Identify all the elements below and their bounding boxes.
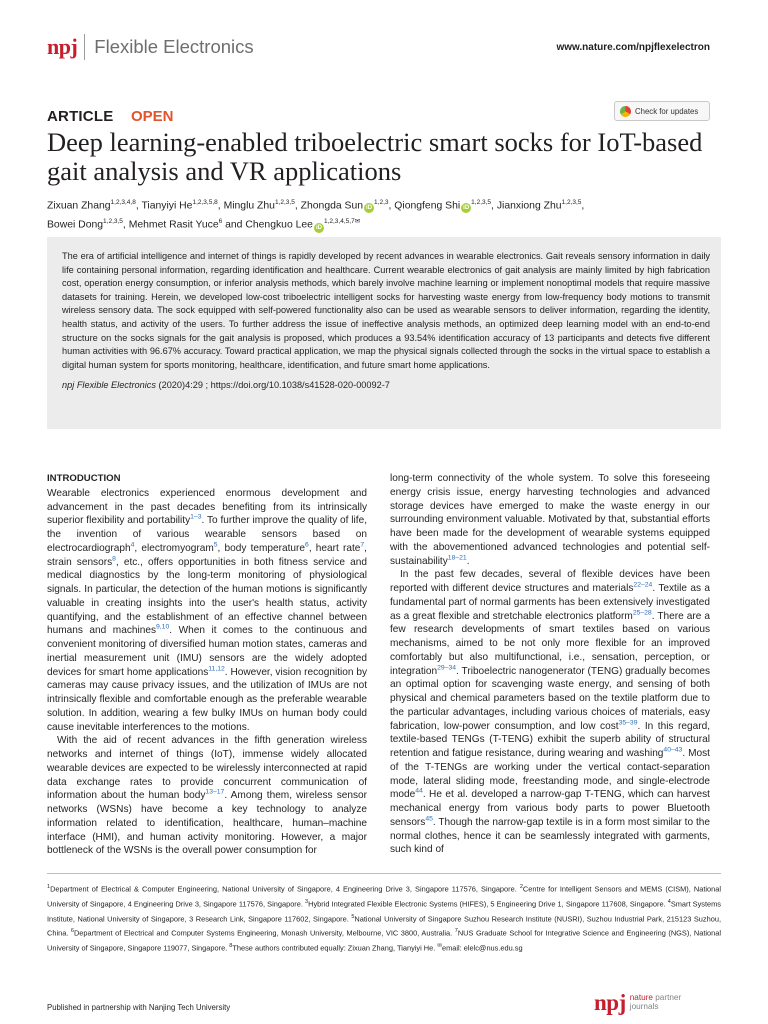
footer-logo-text — [630, 993, 681, 1011]
affiliations: $^1$Department of Electrical & Computer Engineering, National University of Singapore, 4 Engineering Drive 3, Singapore 117576, Singapore. $^2$Centre for Intelligent Sensors and MEMS (CISM), National University of Singapore, 4 Engineering Drive 3, Singapore 117576, Singapore. $^3$Hybrid Integrated Flexible Electronic Systems (HIFES), 5 Engineering Drive 1, Singapore 117608, Singapore. $^4$Smart Systems Institute, National University of Singapore, 3 Research Link, Singapore 117602, Singapore. $^5$National University of Singapore Suzhou Research Institute (NUSRI), Suzhou Industrial Park, 215123 Suzhou, China. $^6$Department of Electrical and Computer Systems Engineering, Monash University, Melbourne, VIC 3800, Australia. $^7$NUS Graduate School for Integrative Science and Engineering (NGS), National University of Singapore, Singapore 119077, Singapore. $^8$These authors contributed equally: Zixuan Zhang, Tianyiyi He. ✉email: elelc@nus.edu.sg — [47, 884, 721, 953]
reference-link[interactable]: 29–34 — [437, 664, 457, 672]
partnership-note: Published in partnership with Nanjing Tech University — [47, 1003, 231, 1012]
body-column-right — [390, 472, 710, 857]
npj-logo: npj — [47, 34, 78, 59]
abstract-box — [47, 237, 721, 429]
footnote-divider — [47, 873, 721, 874]
body-column-left — [47, 472, 367, 858]
author-name[interactable]: Mehmet Rasit Yuce — [128, 219, 219, 231]
reference-link[interactable]: 40–43 — [663, 746, 683, 754]
footer-logo-journals: journals — [629, 1002, 659, 1011]
reference-link[interactable]: 7 — [360, 541, 365, 549]
paragraph: long-term connectivity of the whole system. To solve this foreseeing energy crisis issue, energy harvesting technologies and advanced storage devices have emerged to make the waste energy in our surrounding environment valuable. Motivated by that, substantial efforts have been made for the development of wearable systems equipped with the abovementioned advanced technologies and potential self-sustainability$^{18-21}$. — [390, 473, 710, 567]
affiliation-marker: 8 — [229, 943, 233, 950]
reference-link[interactable]: 18–21 — [447, 554, 467, 562]
author-affiliation-marker: 6 — [218, 218, 223, 226]
reference-link[interactable]: 5 — [213, 541, 218, 549]
journal-header — [47, 34, 254, 60]
author-affiliation-marker: 1,2,3,5 — [274, 199, 295, 206]
article-title: Deep learning-enabled triboelectric smart socks for IoT-based gait analysis and VR applications — [47, 127, 703, 186]
reference-link[interactable]: 44 — [415, 787, 423, 795]
reference-link[interactable]: 8 — [112, 555, 116, 563]
paragraph: In the past few decades, several of flexible devices have been reported with different device structures and materials$^{22-24}$. Textile as a fundamental part of normal garments has been extensively investigated as a great flexible and stretchable electronics platform$^{25-28}$. There are a few research developments of smart textiles based on various mechanisms, aimed to be not only more flexible for an improved comfortably but also multifunctional, i.e., sensation, perception, or integration$^{29-34}$. Triboelectric nanogenerator (TENG) gradually becomes an optimal option for scavenging waste energy, and sensing of both physical and chemical parameters based on the textile platform due to the particular advantages, including various choices of materials, easy fabrication, low-power consumption, and low cost$^{35-39}$. In this regard, textile-based TENGs (T-TENG) exhibit the superb ability of structural retention and fatigue resistance, during wearing and washing$^{40-43}$. Most of the T-TENGs are working under the vertical contact-separation mode, lateral sliding mode, freestanding mode, and single-electrode mode$^{44}$. He et al. developed a narrow-gap T-TENG, which can harvest mechanical energy from various body parts to power Bluetooth sensors$^{45}$. Though the narrow-gap textile is in a form most similar to the normal clothes, hence it can be seamlessly integrated with garments, such kind of — [390, 569, 710, 856]
author-name[interactable]: Jianxiong Zhu — [496, 200, 562, 212]
author-affiliation-marker: 1,2,3 — [374, 199, 389, 206]
reference-link[interactable]: 4 — [130, 541, 135, 549]
author-name[interactable]: Minglu Zhu — [223, 200, 275, 212]
reference-link[interactable]: 6 — [305, 541, 309, 549]
orcid-icon[interactable]: iD — [315, 224, 322, 231]
npj-partner-logo — [594, 990, 681, 1016]
reference-link[interactable]: 1–3 — [190, 513, 202, 521]
reference-link[interactable]: 25–28 — [632, 609, 652, 617]
citation-ref[interactable]: (2020)4:29 ; https://doi.org/10.1038/s41528-020-00092-7 — [155, 380, 390, 391]
header-divider — [84, 34, 85, 60]
orcid-icon[interactable]: iD — [366, 205, 373, 212]
reference-link[interactable]: 22–24 — [633, 581, 653, 589]
author-name[interactable]: Chengkuo Lee — [245, 219, 313, 231]
paragraph: Wearable electronics experienced enormous development and advancement in the past decades benefiting from its intrinsically superior flexibility and portability$^{1-3}$. To further improve the quality of life, the invention of various wearable sensors based on electrocardiograph$^4$, electromyogram$^5$, body temperature$^6$, heart rate$^7$, strain sensors$^8$, etc., offers opportunities in both fitness service and medical diagnostics by the long-term monitoring of physiological signals. In particular, the detection of the human motions is significantly valuable in creating insights into the user's health status, activity quantifying, and the establishment of an effective channel between humans and machines$^{9,10}$. When it comes to the continuous and convenient monitoring of diversified human motion states, cameras and inertial measurement unit (IMU) sensors are the widely adopted devices for smart home applications$^{11,12}$. However, vision recognition by cameras may cause privacy issues, and the utilization of IMUs are not intrinsically flexible and comfortable enough as the preferable wearable solution. In addition, wearing a few bulky IMUs on human body could cause inevitable interferences to the motions. — [47, 487, 368, 733]
author-name[interactable]: Zixuan Zhang — [47, 200, 111, 212]
check-for-updates-button[interactable] — [614, 101, 710, 121]
author-affiliation-marker: 1,2,3,5,8 — [192, 199, 218, 206]
author-affiliation-marker: 1,2,3,5 — [103, 218, 123, 226]
affiliation-marker: 5 — [351, 913, 355, 920]
author-list: Zixuan Zhang$^{1,2,3,4,8}$, Tianyiyi He$^{1,2,3,5,8}$, Minglu Zhu$^{1,2,3,5}$, Zhongda Sun iD$^{1,2,3}$, Qiongfeng Shi iD$^{1,2,3,5}$, Jianxiong Zhu$^{1,2,3,5}$, Bowei Dong$^{1,2,3,5}$, Mehmet Rasit Yuce$^6$ and Chengkuo Lee $iD^{1,2,3,4,5,7✉}$ — [47, 199, 585, 231]
section-heading: INTRODUCTION — [47, 473, 121, 484]
abstract-text: The era of artificial intelligence and internet of things is rapidly developed by recent advances in wearable electronics. Gait reveals sensory information in daily life containing personal information, regarding identification and healthcare. Current wearable electronics of gait analysis are mainly limited by high fabrication cost, operation energy consumption, or inferior analysis methods, which barely involve machine learning or implement nonoptimal models that require massive datasets for training. Herein, we developed low-cost triboelectric intelligent socks for harvesting waste energy from low-frequency body motions to transmit wireless sensory data. The sock equipped with self-powered functionality also can be used as wearable sensors to deliver information, regarding the identity, health status, and activity of the users. To further address the issue of ineffective analysis methods, an optimized deep learning model with an end-to-end structure on the socks signals for the gait analysis is proposed, which produces a 93.54% identification accuracy of 13 participants and detects five different human activities with 96.67% accuracy. Toward practical application, we map the physical signals collected through the socks in the virtual space to establish a digital human system for sports monitoring, healthcare, identification, and future smart home applications. — [62, 251, 710, 370]
author-affiliation-marker: 1,2,3,5 — [561, 199, 582, 206]
author-name[interactable]: Bowei Dong — [47, 219, 104, 231]
check-for-updates-label: Check for updates — [635, 106, 699, 116]
crossmark-icon — [620, 106, 631, 117]
journal-url[interactable]: www.nature.com/npjflexelectron — [556, 42, 710, 53]
orcid-icon[interactable]: iD — [463, 205, 470, 212]
citation-line — [62, 379, 710, 393]
footer-npj-mark: npj — [594, 990, 626, 1015]
affiliation-marker: ✉ — [437, 943, 442, 950]
citation-journal: npj Flexible Electronics — [62, 380, 156, 391]
affiliation-marker: 1 — [47, 884, 51, 890]
open-access-label: OPEN — [131, 108, 174, 125]
reference-link[interactable]: 35–39 — [618, 719, 638, 727]
footer-logo-nature: nature — [629, 993, 653, 1002]
author-affiliation-marker: 1,2,3,4,8 — [110, 199, 136, 206]
footer-logo-partner: partner — [655, 993, 682, 1002]
author-name[interactable]: Tianyiyi He — [141, 200, 193, 212]
article-type-label: ARTICLE — [47, 108, 114, 125]
author-name[interactable]: Qiongfeng Shi — [394, 200, 461, 212]
affiliation-marker: 2 — [519, 884, 523, 890]
paragraph: With the aid of recent advances in the fifth generation wireless networks and internet of things (IoT), immense widely allocated wearable devices are expected to be wirelessly interconnected at rapid data exchange rates to provide concurrent communication of information about the human body$^{13-17}$. Among them, wireless sensor networks (WSNs) have become a key technology to analyze information related to identification, healthcare, human–machine interface (HMI), and human activity monitoring. However, a major bottleneck of the WSNs is the overall power consumption for — [47, 735, 367, 857]
author-name[interactable]: Zhongda Sun — [300, 200, 364, 212]
reference-link[interactable]: 9,10 — [156, 623, 170, 631]
affiliation-marker: 6 — [70, 928, 74, 935]
author-affiliation-marker: 1,2,3,5 — [471, 199, 492, 206]
right-column-text — [390, 472, 710, 857]
reference-link[interactable]: 11,12 — [208, 665, 225, 673]
affiliation-marker: 7 — [454, 928, 458, 935]
author-affiliation-marker: 1,2,3,4,5,7✉ — [323, 218, 361, 226]
left-column-text — [47, 487, 367, 858]
reference-link[interactable]: 45 — [425, 815, 433, 823]
journal-name: Flexible Electronics — [94, 36, 254, 57]
affiliation-marker: 4 — [667, 898, 671, 905]
reference-link[interactable]: 13–17 — [205, 788, 225, 796]
affiliation-marker: 3 — [305, 898, 309, 905]
